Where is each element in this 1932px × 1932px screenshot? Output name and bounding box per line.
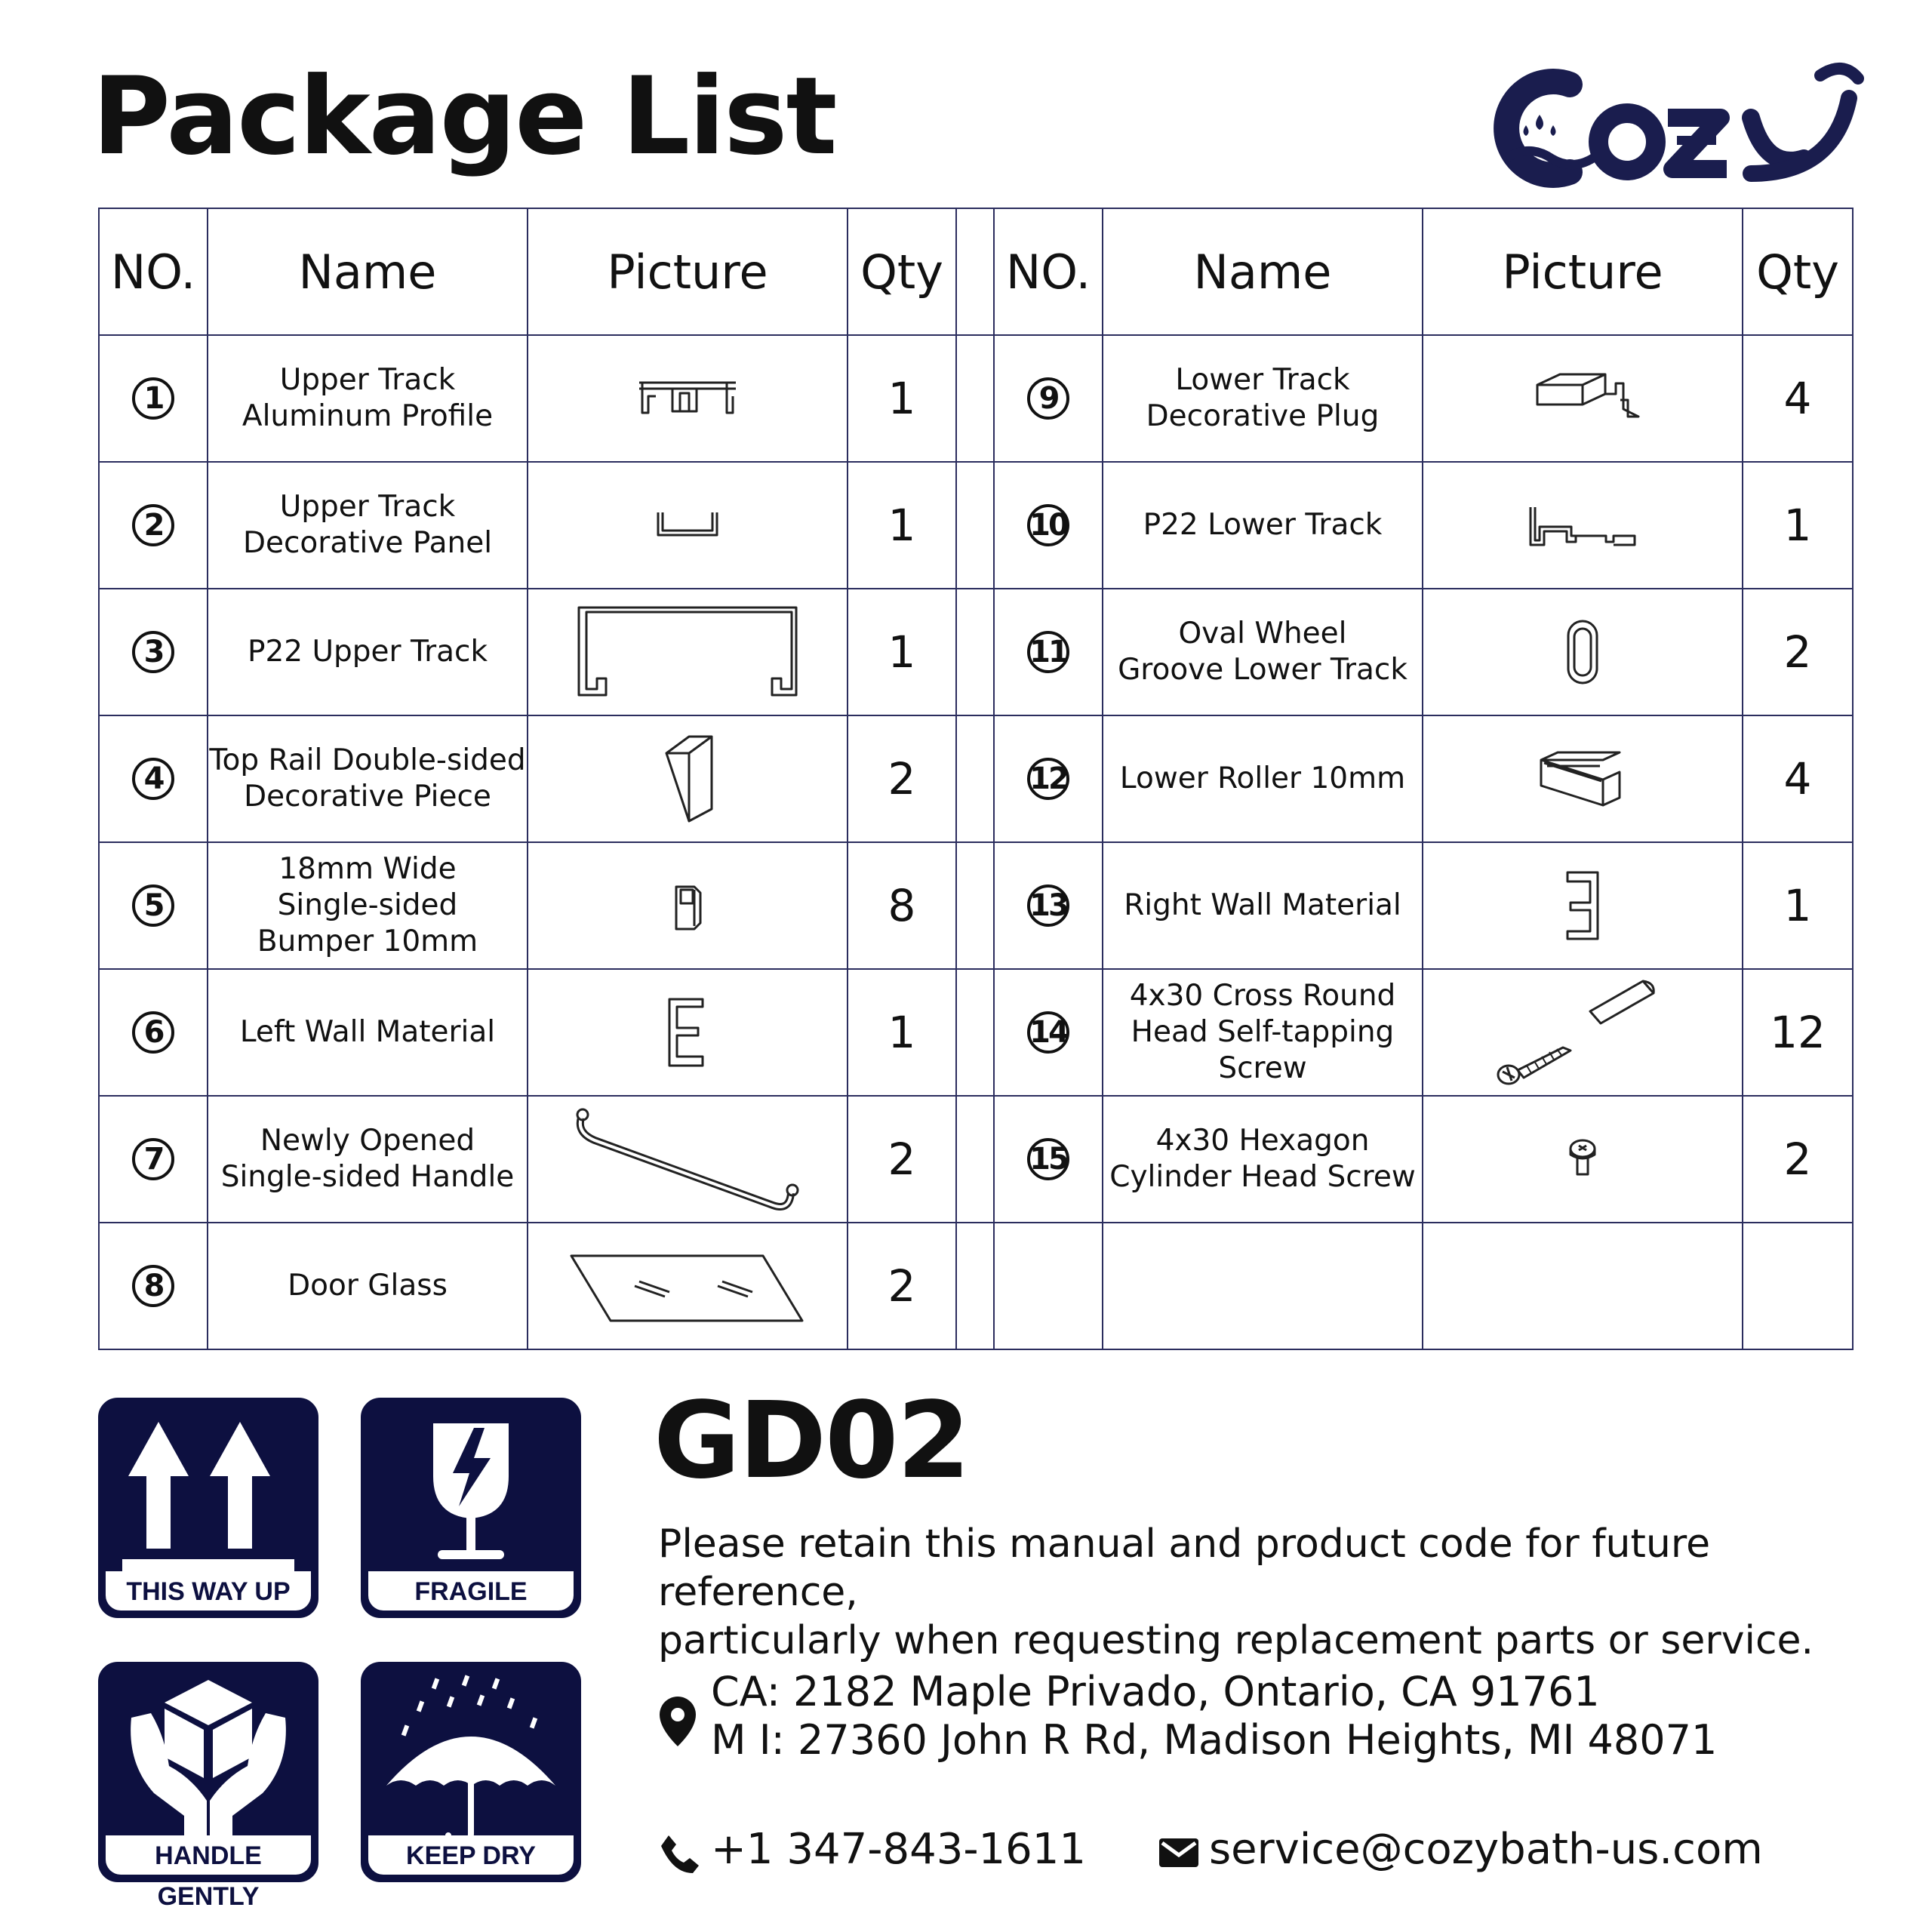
item-name [1103, 1096, 1423, 1223]
item-name-line: Bumper 10mm [257, 924, 478, 958]
item-qty: 12 [1743, 969, 1853, 1096]
handle-icon [528, 1103, 847, 1216]
table-row [99, 335, 1853, 462]
table-row [99, 462, 1853, 589]
item-name-line: Single-sided [277, 888, 458, 922]
location-pin-icon [658, 1695, 697, 1748]
item-number [994, 335, 1103, 462]
email-icon [1158, 1837, 1200, 1869]
column-gap [956, 715, 994, 842]
item-name-line: Lower Roller 10mm [1119, 761, 1406, 795]
column-gap [956, 589, 994, 715]
item-name [208, 462, 528, 589]
item-number [99, 1223, 208, 1349]
item-picture [528, 589, 848, 715]
column-gap [956, 1096, 994, 1223]
item-name [208, 842, 528, 969]
address-line: CA: 2182 Maple Privado, Ontario, CA 91761 [711, 1668, 1600, 1715]
item-number [99, 969, 208, 1096]
bumper-icon [528, 879, 847, 932]
item-qty: 1 [1743, 462, 1853, 589]
item-name-line: P22 Upper Track [247, 635, 488, 669]
phone-icon [658, 1832, 700, 1875]
column-gap [956, 842, 994, 969]
phone-number[interactable]: +1 347-843-1611 [711, 1825, 1087, 1874]
item-name-line: Upper Track [279, 363, 456, 397]
item-qty: 2 [1743, 1096, 1853, 1223]
item-name-line: Single-sided Handle [220, 1160, 515, 1194]
table-row [99, 842, 1853, 969]
item-number-circle: 3 [132, 631, 174, 673]
fragile-label: FRAGILE [368, 1571, 574, 1611]
item-number [994, 842, 1103, 969]
item-name-line: Right Wall Material [1124, 888, 1401, 922]
item-number [99, 335, 208, 462]
item-number-circle: 13 [1027, 884, 1069, 927]
left-wall-icon [528, 995, 847, 1070]
empty-cell [1103, 1223, 1423, 1349]
item-name-line: 4x30 Hexagon [1155, 1124, 1370, 1158]
item-name-line: 4x30 Cross Round [1129, 979, 1396, 1013]
column-gap [956, 1223, 994, 1349]
item-qty: 1 [848, 969, 956, 1096]
header-name: Name [1103, 208, 1423, 335]
item-name [1103, 969, 1423, 1096]
item-picture [528, 842, 848, 969]
email-address[interactable]: service@cozybath-us.com [1209, 1825, 1763, 1874]
item-qty: 1 [848, 589, 956, 715]
item-picture [528, 1223, 848, 1349]
package-list-table [98, 208, 1854, 1350]
header-qty: Qty [848, 208, 956, 335]
page-title: Package List [92, 54, 836, 179]
item-name-line: Lower Track [1175, 363, 1350, 397]
fragile-badge [361, 1398, 581, 1618]
column-gap [956, 335, 994, 462]
item-name-line: Newly Opened [260, 1124, 475, 1158]
table-row [99, 1223, 1853, 1349]
column-gap [956, 969, 994, 1096]
item-number [99, 589, 208, 715]
item-name [1103, 462, 1423, 589]
item-name [1103, 715, 1423, 842]
item-name-line: Left Wall Material [239, 1015, 496, 1049]
retain-note-line: Please retain this manual and product code for future reference, [658, 1521, 1711, 1615]
roller-icon [1423, 745, 1742, 813]
decorative-panel-icon [528, 508, 847, 543]
item-name-line: P22 Lower Track [1143, 508, 1383, 542]
item-qty: 8 [848, 842, 956, 969]
item-qty: 1 [1743, 842, 1853, 969]
item-number [994, 715, 1103, 842]
item-name [1103, 335, 1423, 462]
item-name-line: Upper Track [279, 490, 456, 524]
item-number-circle: 11 [1027, 631, 1069, 673]
header-picture: Picture [1423, 208, 1743, 335]
item-qty: 2 [848, 1223, 956, 1349]
item-name [208, 1223, 528, 1349]
item-picture [1423, 842, 1743, 969]
plug-icon [1423, 368, 1742, 429]
item-picture [1423, 589, 1743, 715]
item-number [994, 462, 1103, 589]
screw-anchor-icon [1423, 972, 1742, 1093]
table-header-row [99, 208, 1853, 335]
item-number [994, 589, 1103, 715]
item-number-circle: 2 [132, 504, 174, 546]
retain-note-line: particularly when requesting replacement parts or service. [658, 1618, 1814, 1663]
item-name-line: Decorative Panel [242, 526, 493, 560]
item-name-line: Decorative Plug [1146, 399, 1380, 433]
column-gap [956, 208, 994, 335]
item-name [208, 969, 528, 1096]
item-number [99, 715, 208, 842]
column-gap [956, 462, 994, 589]
this-way-up-label: THIS WAY UP [106, 1571, 311, 1611]
empty-cell [1743, 1223, 1853, 1349]
item-qty: 2 [848, 1096, 956, 1223]
item-picture [1423, 462, 1743, 589]
lower-track-icon [1423, 503, 1742, 548]
item-picture [528, 1096, 848, 1223]
keep-dry-label: KEEP DRY [368, 1835, 574, 1875]
empty-cell [994, 1223, 1103, 1349]
empty-cell [1423, 1223, 1743, 1349]
item-qty: 4 [1743, 335, 1853, 462]
item-qty: 1 [848, 335, 956, 462]
decorative-piece-icon [528, 734, 847, 824]
handle-gently-label: HANDLE GENTLY [106, 1835, 311, 1875]
address-line: M I: 27360 John R Rd, Madison Heights, MI 48071 [711, 1716, 1718, 1764]
upper-track-icon [528, 603, 847, 701]
item-qty: 4 [1743, 715, 1853, 842]
table-row [99, 1096, 1853, 1223]
oval-wheel-icon [1423, 618, 1742, 686]
item-number [99, 462, 208, 589]
item-name [1103, 842, 1423, 969]
item-picture [1423, 335, 1743, 462]
item-number [99, 1096, 208, 1223]
retain-note [658, 1520, 1896, 1665]
item-name [1103, 589, 1423, 715]
item-name-line: Top Rail Double-sided [209, 743, 526, 777]
header-no: NO. [994, 208, 1103, 335]
item-number-circle: 14 [1027, 1011, 1069, 1054]
item-number-circle: 1 [132, 377, 174, 420]
item-picture [528, 969, 848, 1096]
item-number-circle: 4 [132, 758, 174, 800]
item-number-circle: 15 [1027, 1138, 1069, 1180]
item-number-circle: 6 [132, 1011, 174, 1054]
handle-gently-badge [98, 1662, 318, 1911]
item-name-line: Head Self-tapping [1131, 1015, 1395, 1049]
item-number-circle: 12 [1027, 758, 1069, 800]
item-number-circle: 10 [1027, 504, 1069, 546]
item-number [994, 1096, 1103, 1223]
item-picture [528, 462, 848, 589]
item-number [99, 842, 208, 969]
item-name-line: Cylinder Head Screw [1109, 1160, 1416, 1194]
header-qty: Qty [1743, 208, 1853, 335]
item-name [208, 335, 528, 462]
item-qty: 2 [1743, 589, 1853, 715]
item-picture [1423, 715, 1743, 842]
header-no: NO. [99, 208, 208, 335]
item-name-line: Decorative Piece [244, 780, 491, 814]
table-row [99, 969, 1853, 1096]
item-picture [1423, 969, 1743, 1096]
cozy-logo [1479, 45, 1872, 196]
item-name-line: Screw [1218, 1051, 1307, 1085]
product-code: GD02 [654, 1380, 969, 1503]
aluminum-profile-icon [528, 372, 847, 425]
item-number-circle: 5 [132, 884, 174, 927]
table-row [99, 715, 1853, 842]
right-wall-icon [1423, 868, 1742, 943]
item-name [208, 589, 528, 715]
item-number-circle: 8 [132, 1265, 174, 1307]
item-number-circle: 7 [132, 1138, 174, 1180]
address-block [711, 1668, 1717, 1764]
hex-screw-icon [1423, 1137, 1742, 1182]
item-number [994, 969, 1103, 1096]
keep-dry-badge [361, 1662, 581, 1882]
this-way-up-badge [98, 1398, 318, 1618]
table-row [99, 589, 1853, 715]
item-name [208, 715, 528, 842]
item-number-circle: 9 [1027, 377, 1069, 420]
header-picture: Picture [528, 208, 848, 335]
item-name-line: 18mm Wide [278, 852, 457, 886]
item-qty: 2 [848, 715, 956, 842]
item-name-line: Oval Wheel [1178, 617, 1347, 651]
item-picture [528, 335, 848, 462]
item-name-line: Door Glass [288, 1269, 448, 1303]
item-picture [1423, 1096, 1743, 1223]
item-name-line: Groove Lower Track [1118, 653, 1407, 687]
item-name [208, 1096, 528, 1223]
item-name-line: Aluminum Profile [242, 399, 494, 433]
header-name: Name [208, 208, 528, 335]
item-qty: 1 [848, 462, 956, 589]
door-glass-icon [528, 1248, 847, 1324]
item-picture [528, 715, 848, 842]
